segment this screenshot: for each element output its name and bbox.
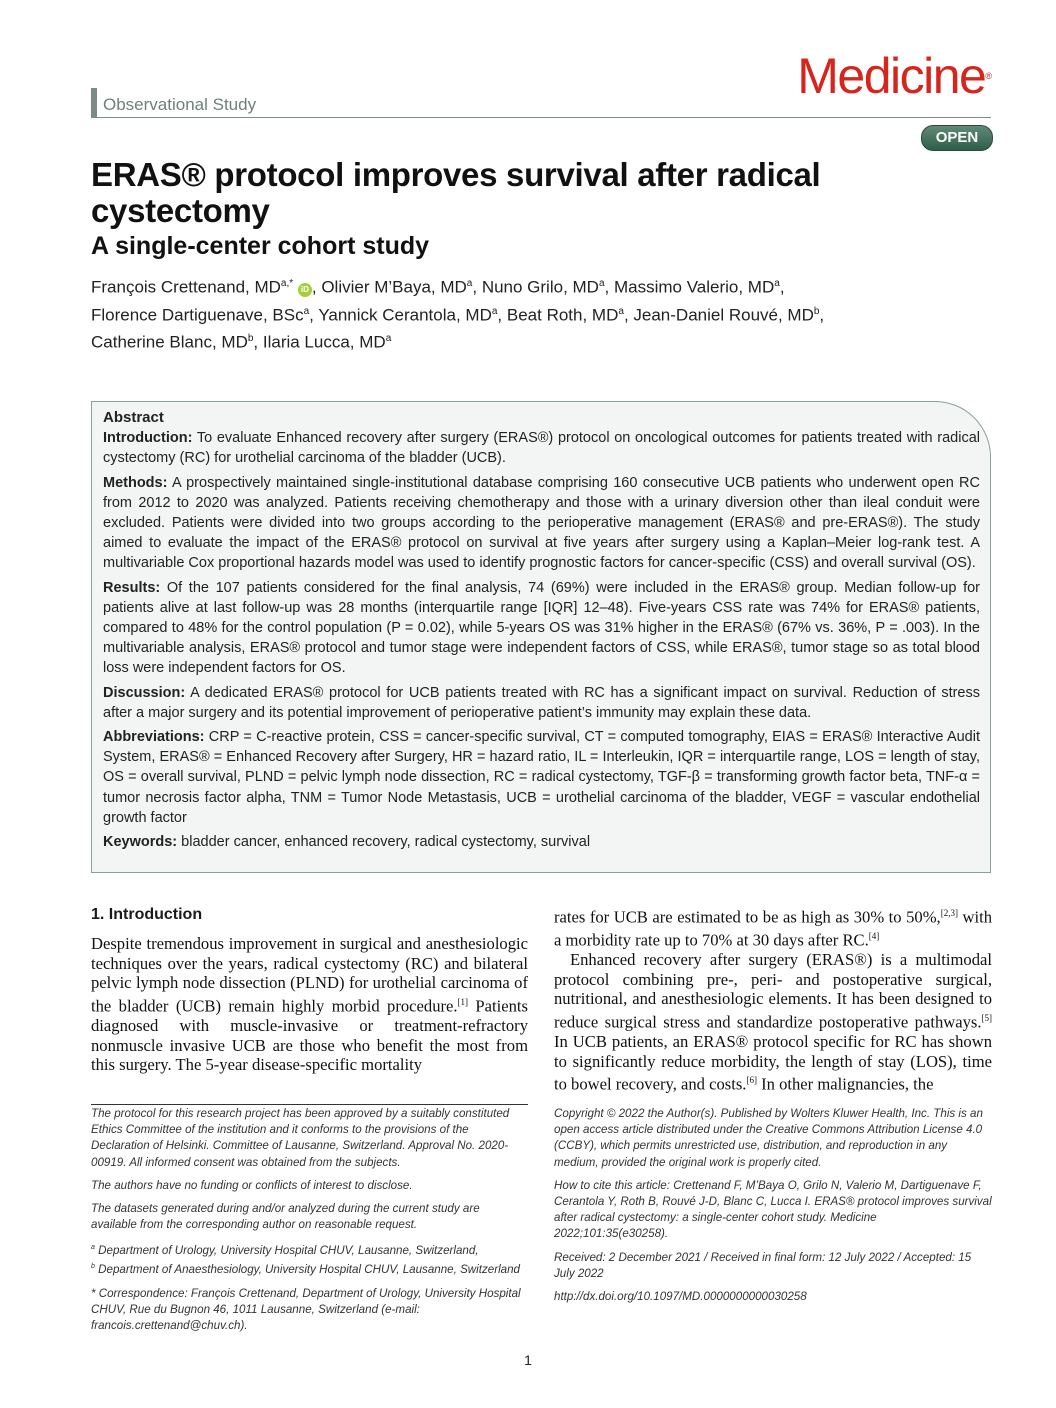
author-list: François Crettenand, $MD^{a,*}$ iD , Olivier M’Baya, $MD^a$, Nuno Grilo, $MD^a$, Massimo Valerio, $MD^a$, Florence Dartiguenave, BSc$^a$, Yannick Cerantola, $MD^a$, Beat Roth, $MD^a$, Jean-Daniel Rouvé, $MD^b$, Catherine Blanc, $MD^b$, Ilaria Lucca, $MD^a$ xyxy=(91,277,825,352)
intro-paragraph-1-cont xyxy=(554,904,992,950)
abstract-text: CRP = C-reactive protein, CSS = cancer-specific survival, CT = computed tomography, EIAS = ERAS® Interactive Audit System, ERAS® = Enhanced Recovery after Surgery, HR = hazard ratio, IL = Interleukin, IQR = interquartile range, LOS = length of stay, OS = overall survival, PLND = pelvic lymph node dissection, RC = radical cystectomy, TGF-β = transforming growth factor beta, TNF-α = tumor necrosis factor alpha, TNM = Tumor Node Metastasis, UCB = urothelial carcinoma of the bladder, VEGF = vascular endothelial growth factor xyxy=(103,729,980,826)
abstract-introduction xyxy=(103,428,980,468)
author-affiliation: b xyxy=(247,333,254,345)
affiliation-list xyxy=(91,1240,528,1278)
footnotes-right xyxy=(554,1106,992,1312)
author-name: François Crettenand, MD xyxy=(91,277,281,297)
intro-paragraph-2 xyxy=(554,950,992,1094)
citation-link[interactable]: [4] xyxy=(868,931,880,942)
abstract-discussion xyxy=(103,683,980,723)
author-affiliation: a xyxy=(466,278,473,289)
header-rule xyxy=(91,117,991,118)
article-type-label: Observational Study xyxy=(91,88,256,118)
affiliation-b: Department of Anaesthesiology, University Hospital CHUV, Lausanne, Switzerland xyxy=(94,1263,520,1277)
citation-link[interactable]: [5] xyxy=(981,1013,992,1024)
page-number: 1 xyxy=(524,1352,532,1368)
author-name: Catherine Blanc, MD xyxy=(91,332,248,352)
author-affiliation: b xyxy=(813,305,820,317)
affiliation-a: Department of Urology, University Hospital CHUV, Lausanne, Switzerland, xyxy=(94,1244,479,1258)
author-name: Massimo Valerio, MD xyxy=(613,277,775,297)
author-name: Florence Dartiguenave, BSc xyxy=(91,305,304,325)
paragraph-text: rates for UCB are estimated to be as high as 30% to 50%, xyxy=(554,907,941,927)
author-affiliation: a xyxy=(303,305,310,317)
footnote-rule xyxy=(91,1104,528,1105)
doi-link[interactable]: http://dx.doi.org/10.1097/MD.0000000000030258 xyxy=(554,1290,807,1304)
author-name: Beat Roth, MD xyxy=(506,305,619,325)
body-column-left xyxy=(91,904,528,1075)
section-heading: 1. Introduction xyxy=(91,906,203,923)
author-affiliation: a xyxy=(598,278,605,289)
author-affiliation: a xyxy=(385,333,392,345)
paragraph-text: Patients diagnosed with muscle-invasive or treatment-refractory nonmuscle invasive UCB are those who benefit the most from this surgery. The 5-year disease-specific mortality xyxy=(91,996,528,1075)
article-title: ERAS® protocol improves survival after radical cystectomy xyxy=(91,156,821,229)
author-affiliation: a,* xyxy=(280,278,294,289)
citation-link[interactable]: [1] xyxy=(457,996,469,1007)
body-column-right xyxy=(554,904,992,1094)
paragraph-text: Despite tremendous improvement in surgical and anesthesiologic techniques over the years, radical cystectomy (RC) and bilateral pelvic lymph node dissection (PLND) for urothelial carcinoma of the bladder (UCB) remain highly morbid procedure. xyxy=(91,934,528,1016)
abstract-results xyxy=(103,578,980,679)
author-name: Yannick Cerantola, MD xyxy=(318,305,492,325)
author-affiliation: a xyxy=(491,305,498,317)
citation-note: How to cite this article: Crettenand F, M’Baya O, Grilo N, Valerio M, Dartiguenave F, Cerantola Y, Roth B, Rouvé J-D, Blanc C, Lucca I. ERAS® protocol improves survival after radical cystectomy: a single-center cohort study. Medicine 2022;101:35(e30258). xyxy=(554,1178,992,1241)
registered-mark: ® xyxy=(985,71,992,81)
abstract-label: Discussion: xyxy=(103,684,186,701)
journal-name: Medicine xyxy=(797,48,986,104)
ethics-note: The protocol for this research project has been approved by a suitably constituted Ethics Committee of the institution and it conforms to the provisions of the Declaration of Helsinki. Committee of Lausanne, Switzerland. Approval No. 2020-00919. All informed consent was obtained from the subjects. xyxy=(91,1107,510,1169)
citation-link[interactable]: [2,3] xyxy=(940,908,958,918)
open-access-badge: OPEN xyxy=(921,125,993,151)
copyright-note: Copyright © 2022 the Author(s). Published by Wolters Kluwer Health, Inc. This is an open access article distributed under the Creative Commons Attribution License 4.0 (CCBY), which permits unrestricted use, distribution, and reproduction in any medium, provided the original work is properly cited. xyxy=(554,1107,983,1169)
paragraph-text: In UCB patients, an ERAS® protocol specific for RC has shown to significantly reduce morbidity, the length of stay (LOS), time to bowel recovery, and costs. xyxy=(554,1032,992,1094)
abstract-heading: Abstract xyxy=(103,409,164,426)
citation-link[interactable]: [6] xyxy=(746,1075,757,1086)
affiliation-mark: b xyxy=(91,1263,95,1271)
journal-logo xyxy=(730,48,992,104)
affiliation-mark: a xyxy=(91,1244,95,1252)
abstract-text: A dedicated ERAS® protocol for UCB patients treated with RC has a significant impact on survival. Reduction of stress after a major surgery and its potential improvement of perioperative patient’s immunity may explain these data. xyxy=(103,684,980,721)
paragraph-text: Enhanced recovery after surgery (ERAS®) is a multimodal protocol combining pre-, peri- and postoperative surgical, nutritional, and anesthesiologic elements. It has been designed to reduce surgical stress and standardize postoperative pathways. xyxy=(554,950,992,1032)
author-affiliation: a xyxy=(774,278,780,289)
funding-note: The authors have no funding or conflicts of interest to disclose. xyxy=(91,1178,413,1192)
abstract-text: bladder cancer, enhanced recovery, radical cystectomy, survival xyxy=(177,834,591,851)
abstract-text: Of the 107 patients considered for the final analysis, 74 (69%) were included in the ERAS® group. Median follow-up for patients alive at last follow-up was 28 months (interquartile range [IQR] 12–48). Five-years CSS rate was 74% for ERAS® patients, compared to 48% for the control population (P = 0.02), while 5-years OS was 31% higher in the ERAS® (67% vs. 36%, P = .003). In the multivariable analysis, ERAS® protocol and tumor stage were independent factors of CSS, while ERAS®, tumor stage so as total blood loss were independent factors for OS. xyxy=(103,579,980,677)
paragraph-text: with a morbidity rate up to 70% at 30 days after RC. xyxy=(554,907,992,950)
abstract-label: Keywords: xyxy=(103,834,178,851)
author-name: Ilaria Lucca, MD xyxy=(262,332,386,352)
abstract-label: Results: xyxy=(103,579,161,596)
abstract-label: Introduction: xyxy=(103,430,193,447)
abstract-text: To evaluate Enhanced recovery after surgery (ERAS®) protocol on oncological outcomes for patients treated with radical cystectomy (RC) for urothelial carcinoma of the bladder (UCB). xyxy=(103,430,980,467)
abstract-box xyxy=(91,401,991,873)
paragraph-text: In other malignancies, the xyxy=(756,1074,934,1094)
author-name: Jean-Daniel Rouvé, MD xyxy=(633,305,814,325)
author-name: Olivier M’Baya, MD xyxy=(321,277,467,297)
correspondence-note: * Correspondence: François Crettenand, Department of Urology, University Hospital CHUV, Rue du Bugnon 46, 1011 Lausanne, Switzerland (e-mail: francois.crettenand@chuv.ch). xyxy=(91,1286,521,1332)
data-availability-note: The datasets generated during and/or analyzed during the current study are available from the corresponding author on reasonable request. xyxy=(91,1202,480,1232)
article-subtitle: A single-center cohort study xyxy=(91,232,430,260)
intro-paragraph-1 xyxy=(91,934,528,1075)
author-affiliation: a xyxy=(618,305,624,317)
abstract-label: Methods: xyxy=(103,474,168,491)
dates-note: Received: 2 December 2021 / Received in final form: 12 July 2022 / Accepted: 15 July 2022 xyxy=(554,1250,972,1280)
abstract-keywords xyxy=(103,832,980,852)
abstract-abbreviations xyxy=(103,727,980,828)
author-name: Nuno Grilo, MD xyxy=(481,277,599,297)
footnotes-left xyxy=(91,1106,528,1341)
abstract-methods xyxy=(103,473,980,574)
orcid-icon[interactable]: iD xyxy=(298,283,312,297)
abstract-label: Abbreviations: xyxy=(103,729,205,746)
abstract-text: A prospectively maintained single-institutional database comprising 160 consecutive UCB patients who underwent open RC from 2012 to 2020 was analyzed. Patients receiving chemotherapy and those with a urinary diversion other than ileal conduit were excluded. Patients were divided into two groups according to the perioperative management (ERAS® and pre-ERAS®). The study aimed to evaluate the impact of the ERAS® protocol on survival at five years after surgery using a Kaplan–Meier log-rank test. A multivariable Cox proportional hazards model was used to identify prognostic factors for cancer-specific (CSS) and overall survival (OS). xyxy=(103,474,980,572)
